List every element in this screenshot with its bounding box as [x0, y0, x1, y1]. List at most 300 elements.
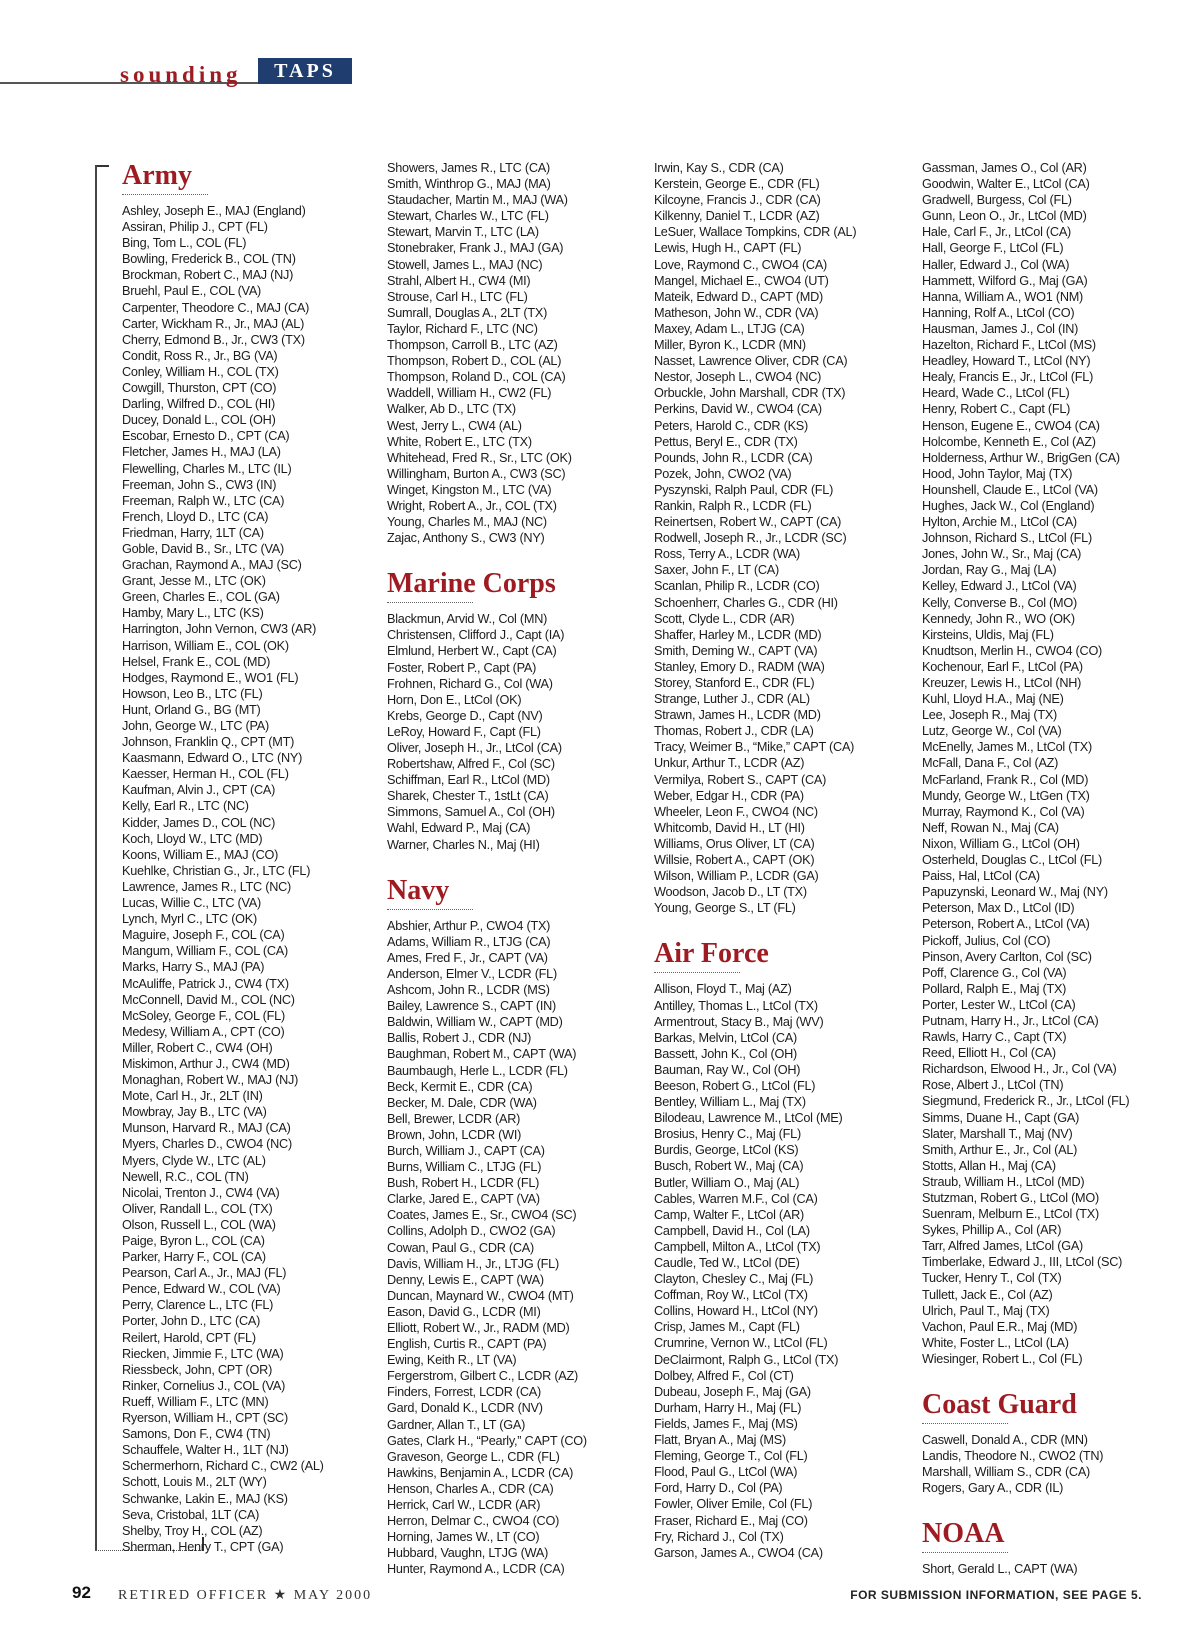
roster-entry: Schermerhorn, Richard C., CW2 (AL)	[122, 1459, 324, 1474]
roster-entry: Harrison, William E., COL (OK)	[122, 638, 289, 653]
roster-entry: Dolbey, Alfred F., Col (CT)	[654, 1368, 794, 1383]
roster-entry: Putnam, Harry H., Jr., LtCol (CA)	[922, 1013, 1099, 1028]
roster-entry: Jordan, Ray G., Maj (LA)	[922, 563, 1057, 578]
roster-entry: Gradwell, Burgess, Col (FL)	[922, 193, 1072, 208]
roster-entry: Bauman, Ray W., Col (OH)	[654, 1062, 801, 1077]
roster-entry: Paige, Byron L., COL (CA)	[122, 1234, 265, 1248]
roster-entry: Elmlund, Herbert W., Capt (CA)	[387, 644, 557, 659]
roster-entry: Pence, Edward W., COL (VA)	[122, 1282, 281, 1297]
section-gap	[922, 1496, 1182, 1518]
roster-entry: Pollard, Ralph E., Maj (TX)	[922, 981, 1067, 996]
roster-entry: Stewart, Marvin T., LTC (LA)	[387, 225, 539, 240]
roster-entry: Thompson, Carroll B., LTC (AZ)	[387, 338, 558, 353]
roster-entry: Clarke, Jared E., CAPT (VA)	[387, 1192, 540, 1207]
roster-entry: Strahl, Albert H., CW4 (MI)	[387, 273, 531, 288]
roster-entry: Brown, John, LCDR (WI)	[387, 1127, 522, 1142]
roster-entry: Perkins, David W., CWO4 (CA)	[654, 402, 822, 417]
roster-entry: Elliott, Robert W., Jr., RADM (MD)	[387, 1321, 570, 1335]
roster-entry: Newell, R.C., COL (TN)	[122, 1169, 249, 1184]
roster-entry: Strange, Luther J., CDR (AL)	[654, 692, 810, 707]
roster-entry: Henson, Charles A., CDR (CA)	[387, 1481, 554, 1496]
roster-entry: Kerstein, George E., CDR (FL)	[654, 177, 820, 192]
column-3	[654, 160, 914, 1561]
roster-entry: Walker, Ab D., LTC (TX)	[387, 402, 516, 417]
roster-entry: Taylor, Richard F., LTC (NC)	[387, 321, 538, 336]
roster-entry: Shaffer, Harley M., LCDR (MD)	[654, 627, 822, 642]
roster-entry: Collins, Howard H., LtCol (NY)	[654, 1304, 818, 1319]
roster-entry: Ulrich, Paul T., Maj (TX)	[922, 1303, 1050, 1318]
section-gap	[654, 916, 914, 938]
roster-entry: DeClairmont, Ralph G., LtCol (TX)	[654, 1352, 839, 1367]
roster-entry: Coates, James E., Sr., CWO4 (SC)	[387, 1208, 577, 1223]
roster-entry: Monaghan, Robert W., MAJ (NJ)	[122, 1073, 299, 1088]
roster-entry: Oliver, Joseph H., Jr., LtCol (CA)	[387, 741, 562, 755]
roster-entry: Garson, James A., CWO4 (CA)	[654, 1545, 823, 1560]
roster-entry: Paiss, Hal, LtCol (CA)	[922, 869, 1040, 884]
roster-entry: Graveson, George L., CDR (FL)	[387, 1449, 560, 1464]
roster-entry: Pyszynski, Ralph Paul, CDR (FL)	[654, 482, 834, 497]
roster-entry: Wiesinger, Robert L., Col (FL)	[922, 1351, 1083, 1366]
roster-entry: Waddell, William H., CW2 (FL)	[387, 386, 552, 401]
entry-list	[654, 160, 914, 916]
roster-entry: LeRoy, Howard F., Capt (FL)	[387, 724, 541, 739]
roster-entry: Riessbeck, John, CPT (OR)	[122, 1362, 273, 1377]
roster-entry: Mangum, William F., COL (CA)	[122, 944, 288, 959]
roster-entry: McSoley, George F., COL (FL)	[122, 1008, 285, 1023]
roster-entry: Hazelton, Richard F., LtCol (MS)	[922, 338, 1096, 353]
roster-entry: Mangel, Michael E., CWO4 (UT)	[654, 273, 829, 288]
roster-entry: Koch, Lloyd W., LTC (MD)	[122, 831, 263, 846]
roster-entry: Winget, Kingston M., LTC (VA)	[387, 482, 552, 497]
roster-entry: Schiffman, Earl R., LtCol (MD)	[387, 773, 550, 788]
roster-entry: Blackmun, Arvid W., Col (MN)	[387, 612, 548, 627]
roster-entry: McFarland, Frank R., Col (MD)	[922, 772, 1089, 787]
section-title: Air Force	[654, 938, 769, 970]
column-4	[922, 160, 1182, 1578]
roster-entry: Pettus, Beryl E., CDR (TX)	[654, 434, 798, 449]
section-header-word: sounding	[120, 62, 242, 87]
roster-section	[654, 160, 914, 916]
roster-entry: Vachon, Paul E.R., Maj (MD)	[922, 1319, 1078, 1334]
section-gap	[387, 853, 647, 875]
roster-entry: Hubbard, Vaughn, LTJG (WA)	[387, 1546, 549, 1561]
roster-entry: Cables, Warren M.F., Col (CA)	[654, 1191, 818, 1206]
roster-entry: Rinker, Cornelius J., COL (VA)	[122, 1378, 286, 1393]
roster-entry: Campbell, Milton A., LtCol (TX)	[654, 1239, 821, 1254]
roster-entry: Conley, William H., COL (TX)	[122, 364, 279, 379]
corner-mark	[95, 165, 109, 167]
roster-entry: Herrick, Carl W., LCDR (AR)	[387, 1498, 541, 1513]
roster-entry: Haller, Edward J., Col (WA)	[922, 257, 1070, 272]
roster-entry: Neff, Rowan N., Maj (CA)	[922, 820, 1059, 835]
roster-entry: Fry, Richard J., Col (TX)	[654, 1529, 784, 1544]
entry-list	[654, 981, 914, 1560]
roster-entry: McAuliffe, Patrick J., CW4 (TX)	[122, 976, 289, 991]
roster-entry: Thompson, Roland D., COL (CA)	[387, 370, 566, 385]
roster-entry: Johnson, Richard S., LtCol (FL)	[922, 531, 1092, 546]
roster-section	[922, 1496, 1182, 1577]
roster-entry: Abshier, Arthur P., CWO4 (TX)	[387, 918, 551, 933]
roster-entry: Adams, William R., LTJG (CA)	[387, 934, 551, 949]
roster-entry: West, Jerry L., CW4 (AL)	[387, 418, 522, 433]
roster-entry: Schauffele, Walter H., 1LT (NJ)	[122, 1443, 289, 1458]
roster-entry: Tucker, Henry T., Col (TX)	[922, 1271, 1062, 1286]
roster-entry: Lutz, George W., Col (VA)	[922, 724, 1062, 739]
roster-entry: Whitcomb, David H., LT (HI)	[654, 820, 805, 835]
roster-entry: Grachan, Raymond A., MAJ (SC)	[122, 558, 302, 573]
roster-entry: Williams, Orus Oliver, LT (CA)	[654, 836, 815, 851]
roster-entry: Porter, Lester W., LtCol (CA)	[922, 997, 1076, 1012]
section-title: Navy	[387, 874, 450, 906]
magazine-issue: RETIRED OFFICER ★ MAY 2000	[118, 1588, 373, 1603]
roster-entry: Bilodeau, Lawrence M., LtCol (ME)	[654, 1111, 843, 1126]
roster-entry: Stotts, Allan H., Maj (CA)	[922, 1158, 1056, 1173]
roster-entry: Cowgill, Thurston, CPT (CO)	[122, 381, 277, 396]
roster-entry: Flatt, Bryan A., Maj (MS)	[654, 1433, 786, 1448]
section-gap	[922, 1367, 1182, 1389]
roster-entry: Rose, Albert J., LtCol (TN)	[922, 1078, 1064, 1093]
roster-entry: Kilcoyne, Francis J., CDR (CA)	[654, 193, 821, 208]
roster-entry: Condit, Ross R., Jr., BG (VA)	[122, 348, 278, 363]
roster-entry: Bell, Brewer, LCDR (AR)	[387, 1111, 521, 1126]
submission-note: FOR SUBMISSION INFORMATION, SEE PAGE 5.	[850, 1588, 1142, 1602]
roster-entry: Hammett, Wilford G., Maj (GA)	[922, 273, 1088, 288]
roster-entry: Fraser, Richard E., Maj (CO)	[654, 1513, 808, 1528]
roster-entry: Wilson, William P., LCDR (GA)	[654, 869, 819, 884]
roster-entry: Scott, Clyde L., CDR (AR)	[654, 611, 795, 626]
roster-entry: Denny, Lewis E., CAPT (WA)	[387, 1272, 544, 1287]
roster-entry: Antilley, Thomas L., LtCol (TX)	[654, 998, 818, 1013]
roster-entry: Koons, William E., MAJ (CO)	[122, 847, 279, 862]
roster-entry: Simms, Duane H., Capt (GA)	[922, 1110, 1080, 1125]
roster-entry: Horn, Don E., LtCol (OK)	[387, 692, 522, 707]
roster-entry: Anderson, Elmer V., LCDR (FL)	[387, 966, 557, 981]
roster-entry: Rodwell, Joseph R., Jr., LCDR (SC)	[654, 531, 847, 546]
roster-entry: Kaesser, Herman H., COL (FL)	[122, 767, 289, 782]
roster-entry: Goble, David B., Sr., LTC (VA)	[122, 541, 284, 556]
roster-entry: Scanlan, Philip R., LCDR (CO)	[654, 579, 820, 594]
roster-entry: Matheson, John W., CDR (VA)	[654, 305, 819, 320]
roster-entry: Kaasmann, Edward O., LTC (NY)	[122, 751, 303, 766]
roster-entry: Baldwin, William W., CAPT (MD)	[387, 1015, 563, 1030]
roster-entry: Fletcher, James H., MAJ (LA)	[122, 445, 281, 460]
roster-entry: Knudtson, Merlin H., CWO4 (CO)	[922, 643, 1103, 658]
roster-entry: Lynch, Myrl C., LTC (OK)	[122, 912, 257, 927]
roster-entry: Schott, Louis M., 2LT (WY)	[122, 1475, 267, 1490]
roster-entry: Unkur, Arthur T., LCDR (AZ)	[654, 756, 805, 771]
roster-entry: Kennedy, John R., WO (OK)	[922, 611, 1075, 626]
roster-entry: Hodges, Raymond E., WO1 (FL)	[122, 670, 299, 685]
roster-entry: Bassett, John K., Col (OH)	[654, 1046, 797, 1061]
roster-entry: Fields, James F., Maj (MS)	[654, 1416, 798, 1431]
roster-entry: Smith, Winthrop G., MAJ (MA)	[387, 177, 551, 192]
roster-entry: Whitehead, Fred R., Sr., LTC (OK)	[387, 450, 572, 465]
roster-entry: Butler, William O., Maj (AL)	[654, 1175, 800, 1190]
roster-entry: Stowell, James L., MAJ (NC)	[387, 257, 543, 272]
roster-entry: Burdis, George, LtCol (KS)	[654, 1143, 799, 1158]
roster-entry: Stonebraker, Frank J., MAJ (GA)	[387, 241, 564, 256]
roster-entry: Holderness, Arthur W., BrigGen (CA)	[922, 450, 1120, 465]
roster-entry: Ford, Harry D., Col (PA)	[654, 1481, 783, 1496]
roster-entry: Mote, Carl H., Jr., 2LT (IN)	[122, 1089, 263, 1104]
roster-entry: Hounshell, Claude E., LtCol (VA)	[922, 482, 1098, 497]
roster-entry: Hall, George F., LtCol (FL)	[922, 241, 1064, 256]
roster-entry: Darling, Wilfred D., COL (HI)	[122, 397, 276, 412]
roster-entry: Peters, Harold C., CDR (KS)	[654, 418, 808, 433]
roster-entry: Ashcom, John R., LCDR (MS)	[387, 983, 550, 998]
roster-entry: Schoenherr, Charles G., CDR (HI)	[654, 595, 838, 610]
roster-entry: Davis, William H., Jr., LTJG (FL)	[387, 1256, 559, 1271]
roster-section	[922, 160, 1182, 1367]
roster-entry: Woodson, Jacob D., LT (TX)	[654, 885, 807, 900]
roster-entry: Wright, Robert A., Jr., COL (TX)	[387, 498, 557, 513]
roster-entry: Medesy, William A., CPT (CO)	[122, 1024, 285, 1039]
roster-entry: Marshall, William S., CDR (CA)	[922, 1465, 1091, 1480]
roster-entry: Peterson, Max D., LtCol (ID)	[922, 901, 1075, 916]
section-title-rule	[922, 1552, 1008, 1553]
roster-entry: Riecken, Jimmie F., LTC (WA)	[122, 1346, 284, 1361]
section-title: Coast Guard	[922, 1389, 1077, 1421]
roster-entry: Lee, Joseph R., Maj (TX)	[922, 708, 1058, 723]
roster-entry: Wheeler, Leon F., CWO4 (NC)	[654, 804, 818, 819]
roster-entry: Kelley, Edward J., LtCol (VA)	[922, 579, 1077, 594]
roster-entry: Hamby, Mary L., LTC (KS)	[122, 606, 264, 621]
roster-entry: Grant, Jesse M., LTC (OK)	[122, 574, 266, 589]
roster-entry: Hanning, Rolf A., LtCol (CO)	[922, 305, 1075, 320]
entry-list	[922, 1561, 1182, 1577]
roster-entry: Young, Charles M., MAJ (NC)	[387, 515, 547, 530]
roster-entry: Hunter, Raymond A., LCDR (CA)	[387, 1562, 565, 1577]
column-rule	[95, 165, 97, 1550]
roster-entry: McEnelly, James M., LtCol (TX)	[922, 740, 1092, 755]
column-1	[122, 160, 382, 1555]
roster-entry: Reinertsen, Robert W., CAPT (CA)	[654, 515, 842, 530]
roster-entry: Tarr, Alfred James, LtCol (GA)	[922, 1239, 1084, 1254]
roster-entry: Brosius, Henry C., Maj (FL)	[654, 1127, 801, 1142]
section-title-rule	[387, 909, 473, 910]
roster-entry: Robertshaw, Alfred F., Col (SC)	[387, 757, 555, 772]
roster-entry: Timberlake, Edward J., III, LtCol (SC)	[922, 1255, 1123, 1270]
roster-entry: Rueff, William F., LTC (MN)	[122, 1394, 269, 1409]
roster-entry: Suenram, Melburn E., LtCol (TX)	[922, 1207, 1099, 1222]
roster-entry: Healy, Francis E., Jr., LtCol (FL)	[922, 370, 1094, 385]
roster-entry: Shelby, Troy H., COL (AZ)	[122, 1523, 263, 1538]
roster-entry: Goodwin, Walter E., LtCol (CA)	[922, 177, 1090, 192]
roster-entry: Pickoff, Julius, Col (CO)	[922, 933, 1051, 948]
roster-entry: Mowbray, Jay B., LTC (VA)	[122, 1105, 267, 1120]
roster-entry: Kilkenny, Daniel T., LCDR (AZ)	[654, 209, 820, 224]
roster-entry: Friedman, Harry, 1LT (CA)	[122, 525, 264, 540]
roster-entry: Saxer, John F., LT (CA)	[654, 563, 779, 578]
roster-entry: Gassman, James O., Col (AR)	[922, 161, 1087, 175]
roster-entry: Hanna, William A., WO1 (NM)	[922, 289, 1084, 304]
roster-entry: Sherman, Henry T., CPT (GA)	[122, 1539, 284, 1554]
roster-entry: Dubeau, Joseph F., Maj (GA)	[654, 1384, 811, 1399]
roster-entry: Ballis, Robert J., CDR (NJ)	[387, 1031, 532, 1046]
roster-entry: Headley, Howard T., LtCol (NY)	[922, 354, 1091, 369]
roster-entry: Caudle, Ted W., LtCol (DE)	[654, 1256, 800, 1270]
roster-entry: Gard, Donald K., LCDR (NV)	[387, 1401, 543, 1416]
roster-entry: Warner, Charles N., Maj (HI)	[387, 837, 540, 852]
roster-entry: Tracy, Weimer B., “Mike,” CAPT (CA)	[654, 740, 855, 755]
roster-entry: Nixon, William G., LtCol (OH)	[922, 836, 1080, 851]
roster-entry: LeSuer, Wallace Tompkins, CDR (AL)	[654, 225, 857, 240]
roster-entry: Irwin, Kay S., CDR (CA)	[654, 161, 784, 175]
roster-entry: Gunn, Leon O., Jr., LtCol (MD)	[922, 209, 1087, 224]
roster-entry: Collins, Adolph D., CWO2 (GA)	[387, 1224, 556, 1239]
roster-entry: Young, George S., LT (FL)	[654, 901, 796, 916]
roster-entry: Fowler, Oliver Emile, Col (FL)	[654, 1497, 813, 1512]
entry-list	[922, 160, 1182, 1367]
roster-entry: Holcombe, Kenneth E., Col (AZ)	[922, 434, 1096, 449]
roster-entry: Eason, David G., LCDR (MI)	[387, 1304, 541, 1319]
roster-entry: Lewis, Hugh H., CAPT (FL)	[654, 241, 802, 256]
roster-entry: Kelly, Converse B., Col (MO)	[922, 595, 1077, 610]
section-title: Army	[122, 160, 192, 191]
roster-entry: Burns, William C., LTJG (FL)	[387, 1160, 542, 1175]
roster-entry: Samons, Don F., CW4 (TN)	[122, 1427, 271, 1442]
roster-entry: Maxey, Adam L., LTJG (CA)	[654, 321, 805, 336]
roster-entry: Short, Gerald L., CAPT (WA)	[922, 1562, 1078, 1577]
roster-entry: Tullett, Jack E., Col (AZ)	[922, 1287, 1053, 1302]
section-title: Marine Corps	[387, 568, 556, 600]
roster-entry: Busch, Robert W., Maj (CA)	[654, 1159, 804, 1174]
roster-entry: Ducey, Donald L., COL (OH)	[122, 413, 276, 428]
roster-entry: Kreuzer, Lewis H., LtCol (NH)	[922, 676, 1082, 690]
section-title-rule	[654, 972, 740, 973]
roster-entry: Baughman, Robert M., CAPT (WA)	[387, 1047, 577, 1062]
roster-entry: Howson, Leo B., LTC (FL)	[122, 686, 263, 701]
roster-entry: Lucas, Willie C., LTC (VA)	[122, 896, 261, 911]
roster-entry: John, George W., LTC (PA)	[122, 719, 269, 733]
roster-section	[122, 160, 382, 1555]
roster-entry: Beck, Kermit E., CDR (CA)	[387, 1079, 533, 1094]
roster-entry: Bush, Robert H., LCDR (FL)	[387, 1176, 540, 1191]
roster-entry: Straub, William H., LtCol (MD)	[922, 1174, 1085, 1189]
roster-entry: Strawn, James H., LCDR (MD)	[654, 708, 821, 723]
roster-entry: Caswell, Donald A., CDR (MN)	[922, 1433, 1088, 1448]
roster-entry: Osterheld, Douglas C., LtCol (FL)	[922, 853, 1103, 868]
roster-entry: Hale, Carl F., Jr., LtCol (CA)	[922, 225, 1072, 240]
roster-entry: Sykes, Phillip A., Col (AR)	[922, 1223, 1062, 1238]
roster-entry: Smith, Deming W., CAPT (VA)	[654, 643, 818, 658]
page-number: 92	[72, 1583, 91, 1602]
roster-entry: Munson, Harvard R., MAJ (CA)	[122, 1121, 291, 1136]
roster-entry: Miller, Robert C., CW4 (OH)	[122, 1040, 273, 1055]
roster-entry: Olson, Russell L., COL (WA)	[122, 1217, 276, 1232]
roster-entry: Bruehl, Paul E., COL (VA)	[122, 284, 262, 299]
roster-entry: Rankin, Ralph R., LCDR (FL)	[654, 498, 812, 513]
roster-entry: Armentrout, Stacy B., Maj (WV)	[654, 1014, 824, 1029]
roster-entry: Carter, Wickham R., Jr., MAJ (AL)	[122, 316, 305, 331]
roster-entry: Flewelling, Charles M., LTC (IL)	[122, 461, 292, 476]
roster-entry: Strouse, Carl H., LTC (FL)	[387, 289, 528, 304]
roster-entry: Helsel, Frank E., COL (MD)	[122, 654, 271, 669]
roster-entry: Pinson, Avery Carlton, Col (SC)	[922, 949, 1092, 964]
roster-entry: Reilert, Harold, CPT (FL)	[122, 1330, 256, 1345]
roster-entry: Miskimon, Arthur J., CW4 (MD)	[122, 1056, 290, 1071]
roster-entry: Murray, Raymond K., Col (VA)	[922, 804, 1085, 819]
roster-entry: Gates, Clark H., “Pearly,” CAPT (CO)	[387, 1433, 587, 1448]
roster-entry: Becker, M. Dale, CDR (WA)	[387, 1095, 537, 1110]
roster-entry: Reed, Elliott H., Col (CA)	[922, 1046, 1056, 1061]
column-2	[387, 160, 647, 1578]
entry-list	[387, 611, 647, 852]
roster-entry: Myers, Charles D., CWO4 (NC)	[122, 1137, 292, 1152]
roster-entry: White, Robert E., LTC (TX)	[387, 434, 532, 449]
roster-entry: Durham, Harry H., Maj (FL)	[654, 1400, 802, 1415]
roster-entry: Allison, Floyd T., Maj (AZ)	[654, 982, 792, 997]
roster-entry: Ryerson, William H., CPT (SC)	[122, 1411, 288, 1426]
roster-entry: Richardson, Elwood H., Jr., Col (VA)	[922, 1062, 1117, 1077]
roster-entry: Hood, John Taylor, Maj (TX)	[922, 466, 1073, 481]
roster-entry: Fleming, George T., Col (FL)	[654, 1449, 808, 1464]
section-header-tag: TAPS	[258, 58, 352, 84]
entry-list	[387, 160, 647, 546]
roster-entry: Christensen, Clifford J., Capt (IA)	[387, 628, 565, 643]
roster-entry: Myers, Clyde W., LTC (AL)	[122, 1153, 266, 1168]
roster-entry: Pozek, John, CWO2 (VA)	[654, 466, 792, 481]
roster-entry: Porter, John D., LTC (CA)	[122, 1314, 261, 1329]
roster-entry: Stutzman, Robert G., LtCol (MO)	[922, 1191, 1099, 1205]
roster-entry: Vermilya, Robert S., CAPT (CA)	[654, 772, 827, 787]
roster-entry: Nasset, Lawrence Oliver, CDR (CA)	[654, 354, 848, 369]
roster-entry: Kuhl, Lloyd H.A., Maj (NE)	[922, 692, 1064, 707]
roster-entry: Henry, Robert C., Capt (FL)	[922, 402, 1071, 417]
section-title: NOAA	[922, 1518, 1005, 1550]
roster-entry: Love, Raymond C., CWO4 (CA)	[654, 257, 828, 272]
roster-entry: Krebs, George D., Capt (NV)	[387, 708, 543, 723]
roster-entry: Camp, Walter F., LtCol (AR)	[654, 1207, 804, 1222]
roster-entry: Ames, Fred F., Jr., CAPT (VA)	[387, 950, 548, 965]
roster-entry: Rogers, Gary A., CDR (IL)	[922, 1481, 1064, 1496]
roster-entry: Freeman, Ralph W., LTC (CA)	[122, 493, 285, 508]
roster-entry: Storey, Stanford E., CDR (FL)	[654, 676, 815, 690]
roster-entry: Hawkins, Benjamin A., LCDR (CA)	[387, 1465, 574, 1480]
roster-entry: Siegmund, Frederick R., Jr., LtCol (FL)	[922, 1094, 1130, 1109]
roster-entry: Barkas, Melvin, LtCol (CA)	[654, 1030, 797, 1045]
roster-entry: White, Foster L., LtCol (LA)	[922, 1335, 1069, 1350]
roster-entry: Nestor, Joseph L., CWO4 (NC)	[654, 370, 822, 385]
roster-entry: Carpenter, Theodore C., MAJ (CA)	[122, 300, 310, 315]
roster-entry: Weber, Edgar H., CDR (PA)	[654, 788, 804, 803]
roster-entry: Zajac, Anthony S., CW3 (NY)	[387, 531, 545, 546]
section-title-rule	[922, 1423, 1008, 1424]
roster-section	[387, 853, 647, 1578]
roster-entry: Willingham, Burton A., CW3 (SC)	[387, 466, 566, 481]
roster-entry: Clayton, Chesley C., Maj (FL)	[654, 1272, 814, 1287]
entry-list	[122, 203, 382, 1555]
roster-entry: Johnson, Franklin Q., CPT (MT)	[122, 735, 295, 750]
roster-entry: Maguire, Joseph F., COL (CA)	[122, 928, 285, 943]
roster-entry: Nicolai, Trenton J., CW4 (VA)	[122, 1185, 280, 1200]
roster-entry: Harrington, John Vernon, CW3 (AR)	[122, 622, 317, 637]
roster-entry: Ashley, Joseph E., MAJ (England)	[122, 204, 306, 218]
roster-entry: Freeman, John S., CW3 (IN)	[122, 477, 277, 492]
roster-entry: Green, Charles E., COL (GA)	[122, 590, 280, 605]
roster-entry: Mateik, Edward D., CAPT (MD)	[654, 289, 824, 304]
roster-entry: Perry, Clarence L., LTC (FL)	[122, 1298, 274, 1313]
roster-entry: Baumbaugh, Herle L., LCDR (FL)	[387, 1063, 568, 1078]
section-gap	[387, 546, 647, 568]
roster-entry: Brockman, Robert C., MAJ (NJ)	[122, 268, 294, 283]
roster-entry: Bing, Tom L., COL (FL)	[122, 236, 247, 251]
roster-entry: Marks, Harry S., MAJ (PA)	[122, 960, 265, 975]
roster-entry: Sumrall, Douglas A., 2LT (TX)	[387, 305, 548, 320]
roster-entry: Cowan, Paul G., CDR (CA)	[387, 1240, 534, 1255]
roster-entry: Finders, Forrest, LCDR (CA)	[387, 1385, 541, 1400]
roster-section	[387, 160, 647, 546]
